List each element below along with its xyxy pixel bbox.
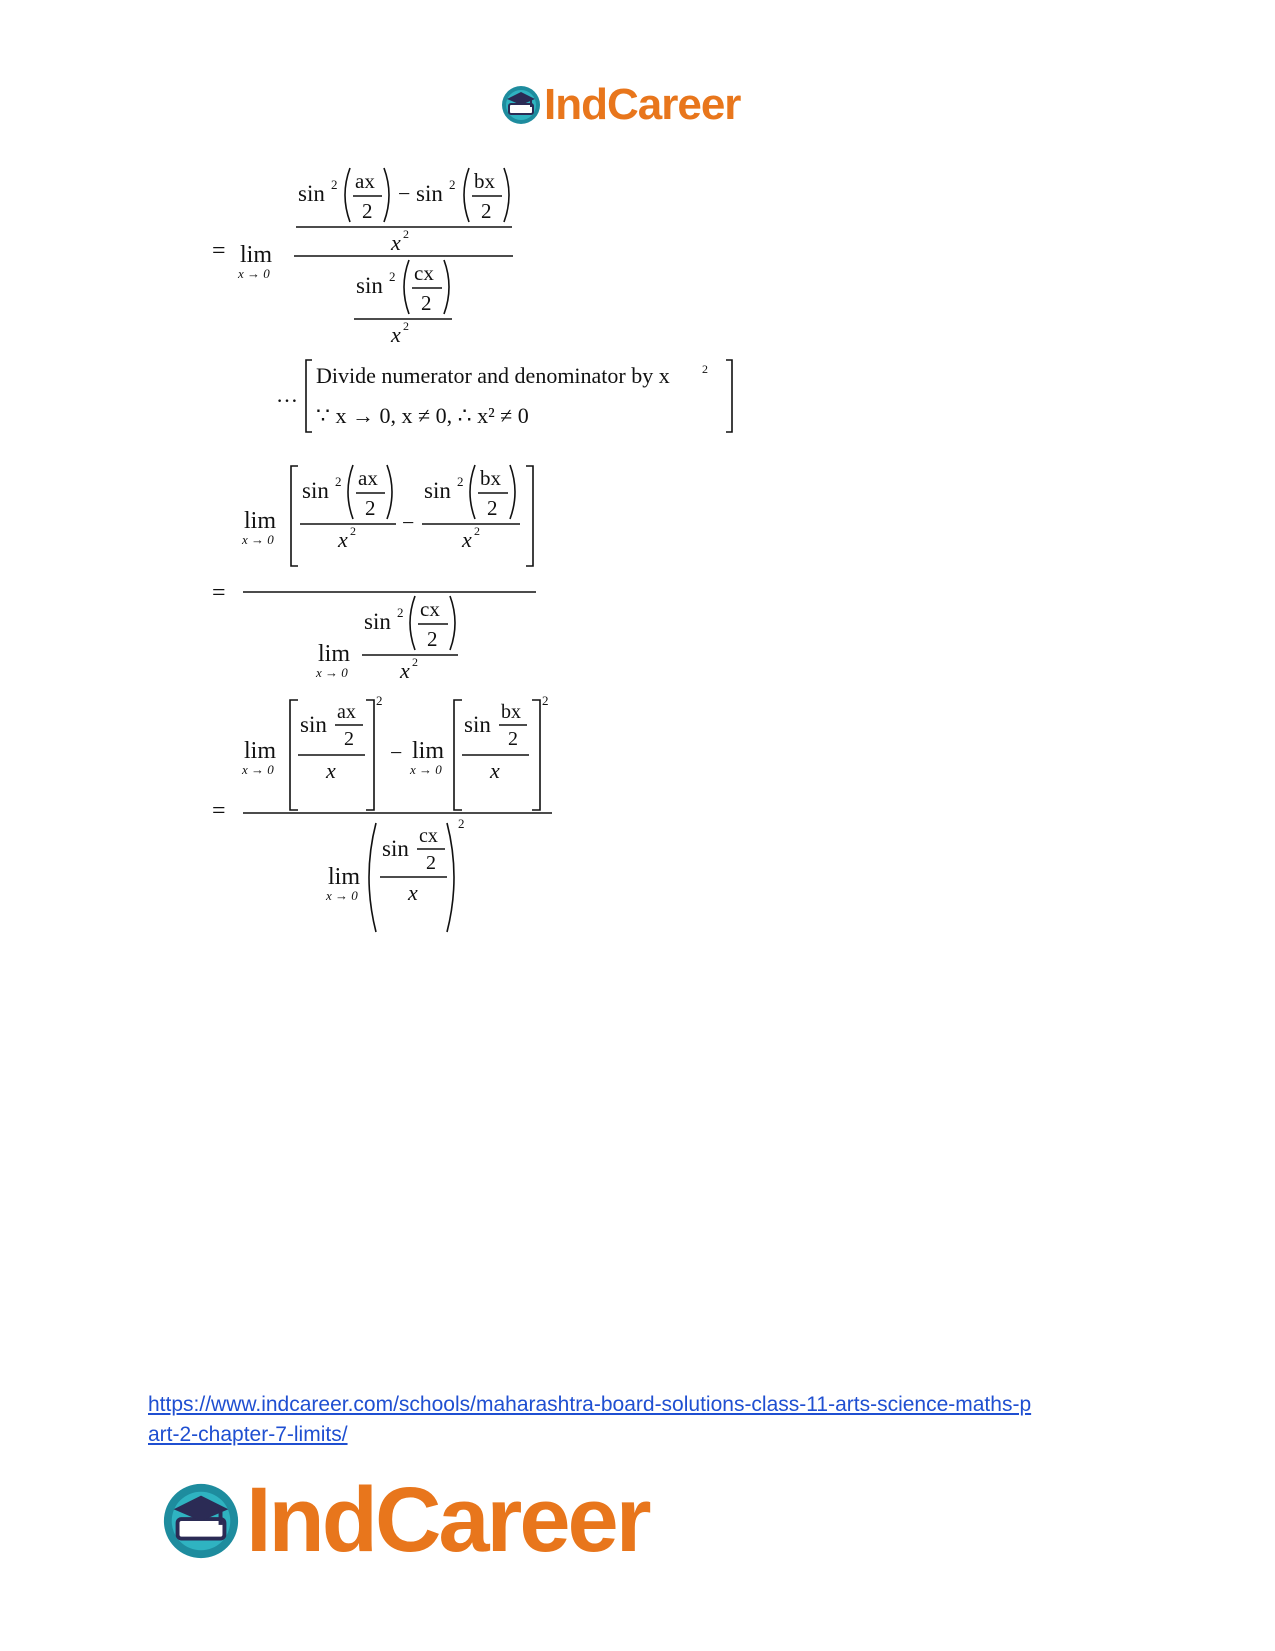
svg-text:sin: sin [382, 836, 409, 861]
lim-subscript: x → 0 [238, 266, 270, 281]
svg-text:=: = [212, 580, 226, 606]
indcareer-emblem-icon [160, 1480, 242, 1562]
svg-text:sin: sin [416, 181, 443, 206]
svg-text:2: 2 [331, 177, 338, 192]
svg-text:2: 2 [335, 474, 342, 489]
note-line-1: Divide numerator and denominator by x [316, 363, 670, 388]
svg-text:x → 0: x → 0 [326, 888, 358, 903]
svg-text:ax: ax [355, 169, 375, 193]
svg-text:−: − [398, 181, 411, 206]
svg-text:2: 2 [427, 627, 438, 651]
sin-label: sin [298, 181, 325, 206]
svg-text:2: 2 [344, 728, 354, 750]
svg-text:cx: cx [419, 825, 438, 847]
svg-text:ax: ax [358, 466, 378, 490]
svg-text:2: 2 [457, 474, 464, 489]
lim-label: lim [240, 242, 273, 268]
svg-text:x: x [490, 758, 500, 783]
svg-text:=: = [212, 798, 226, 824]
url-line-2: art-2-chapter-7-limits/ [148, 1423, 348, 1446]
svg-text:x: x [338, 527, 348, 552]
svg-text:sin: sin [424, 478, 451, 503]
svg-text:−: − [402, 510, 415, 535]
note-line-2: ∵ x → 0, x ≠ 0, ∴ x² ≠ 0 [316, 403, 529, 428]
footer-url[interactable] [148, 1390, 1128, 1450]
svg-text:x: x [391, 322, 401, 347]
svg-text:lim: lim [244, 738, 277, 764]
svg-text:2: 2 [481, 199, 492, 223]
svg-text:x → 0: x → 0 [410, 762, 442, 777]
svg-text:ax: ax [337, 701, 356, 723]
step-1-expression [212, 168, 513, 347]
footer-logo[interactable] [160, 1468, 649, 1573]
svg-text:sin: sin [356, 273, 383, 298]
svg-text:2: 2 [397, 605, 404, 620]
svg-text:bx: bx [501, 701, 521, 723]
svg-text:x → 0: x → 0 [242, 532, 274, 547]
svg-text:2: 2 [487, 496, 498, 520]
svg-text:2: 2 [542, 693, 549, 708]
svg-text:bx: bx [480, 466, 501, 490]
svg-text:2: 2 [389, 269, 396, 284]
svg-text:lim: lim [328, 864, 361, 890]
svg-text:x: x [408, 880, 418, 905]
source-link[interactable] [148, 1393, 1031, 1446]
svg-text:cx: cx [420, 597, 440, 621]
url-line-1: https://www.indcareer.com/schools/maharashtra-board-solutions-class-11-arts-science-maths-p [148, 1393, 1032, 1416]
svg-text:2: 2 [421, 291, 432, 315]
step-3-expression [212, 693, 552, 932]
svg-text:2: 2 [426, 852, 436, 874]
svg-text:2: 2 [403, 319, 409, 333]
svg-text:x: x [326, 758, 336, 783]
svg-text:bx: bx [474, 169, 495, 193]
svg-text:lim: lim [412, 738, 445, 764]
svg-text:2: 2 [365, 496, 376, 520]
svg-text:2: 2 [362, 199, 373, 223]
svg-text:−: − [390, 740, 403, 765]
svg-text:2: 2 [474, 524, 480, 538]
svg-text:2: 2 [376, 693, 383, 708]
svg-text:sin: sin [464, 712, 491, 737]
footer-logo-text: IndCareer [246, 1469, 649, 1571]
svg-text:x → 0: x → 0 [242, 762, 274, 777]
svg-text:2: 2 [350, 524, 356, 538]
svg-text:sin: sin [302, 478, 329, 503]
header-logo-text: IndCareer [544, 80, 741, 129]
svg-text:x: x [391, 230, 401, 255]
svg-text:cx: cx [414, 261, 434, 285]
svg-text:2: 2 [403, 227, 409, 241]
svg-text:2: 2 [508, 728, 518, 750]
step-2-expression [212, 465, 536, 683]
svg-text:lim: lim [318, 641, 351, 667]
svg-text:x: x [462, 527, 472, 552]
step-note [276, 360, 732, 432]
svg-text:2: 2 [458, 816, 465, 831]
svg-text:lim: lim [244, 508, 277, 534]
svg-text:sin: sin [364, 609, 391, 634]
svg-text:x → 0: x → 0 [316, 665, 348, 680]
equals-sign: = [212, 238, 226, 264]
svg-text:x: x [400, 658, 410, 683]
svg-text:2: 2 [412, 655, 418, 669]
svg-text:…: … [276, 382, 298, 407]
svg-text:sin: sin [300, 712, 327, 737]
svg-text:2: 2 [449, 177, 456, 192]
svg-text:2: 2 [702, 362, 708, 376]
